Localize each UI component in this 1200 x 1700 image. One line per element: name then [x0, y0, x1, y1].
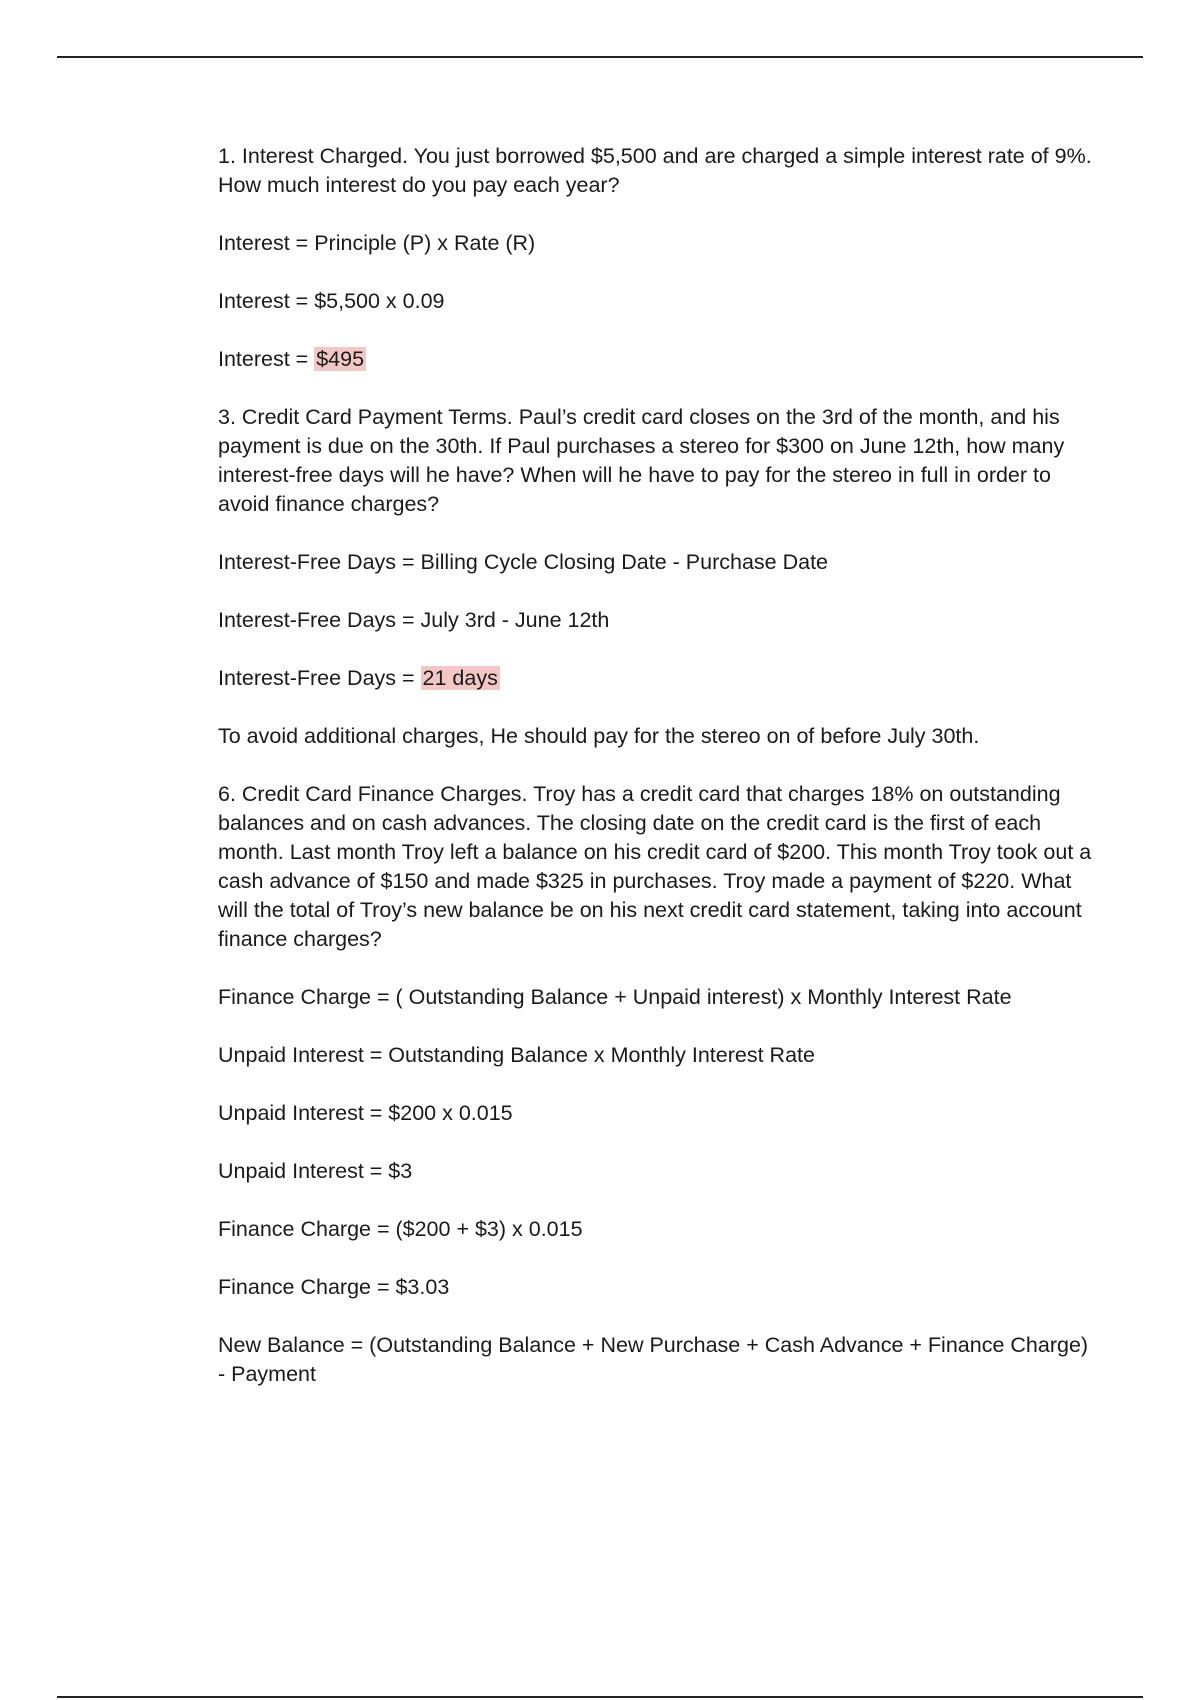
q6-finance-result: Finance Charge = $3.03: [218, 1275, 450, 1299]
q1-answer: [218, 345, 1098, 374]
q1-answer-prefix: Interest =: [218, 347, 315, 371]
q1-question: 1. Interest Charged. You just borrowed $5,500 and are charged a simple interest rate of 9%. How much interest do you pay each year?: [218, 144, 1092, 197]
q3-question: 3. Credit Card Payment Terms. Paul’s credit card closes on the 3rd of the month, and his payment is due on the 30th. If Paul purchases a stereo for $300 on June 12th, how many interest-free days will he have? When will he have to pay for the stereo in full in order to avoid finance charges?: [218, 405, 1065, 516]
q3-conclusion: To avoid additional charges, He should pay for the stereo on of before July 30th.: [218, 724, 980, 748]
q6-unpaid-substitution: Unpaid Interest = $200 x 0.015: [218, 1101, 513, 1125]
q6-new-balance-formula: New Balance = (Outstanding Balance + New Purchase + Cash Advance + Finance Charge) - Payment: [218, 1333, 1089, 1386]
q1-substitution: Interest = $5,500 x 0.09: [218, 289, 445, 313]
q3-answer: [218, 664, 1098, 693]
q6-finance-formula: Finance Charge = ( Outstanding Balance + Unpaid interest) x Monthly Interest Rate: [218, 985, 1012, 1009]
document-body: [218, 142, 1098, 1418]
q6-unpaid-result: Unpaid Interest = $3: [218, 1159, 413, 1183]
top-divider: [57, 56, 1143, 58]
q3-formula: Interest-Free Days = Billing Cycle Closing Date - Purchase Date: [218, 550, 829, 574]
q3-answer-prefix: Interest-Free Days =: [218, 666, 421, 690]
q1-answer-highlight: $495: [316, 347, 365, 371]
q1-formula: Interest = Principle (P) x Rate (R): [218, 231, 536, 255]
q6-unpaid-formula: Unpaid Interest = Outstanding Balance x Monthly Interest Rate: [218, 1043, 815, 1067]
q6-question: 6. Credit Card Finance Charges. Troy has a credit card that charges 18% on outstanding balances and on cash advances. The closing date on the credit card is the first of each month. Last month Troy left a balance on his credit card of $200. This month Troy took out a cash advance of $150 and made $325 in purchases. Troy made a payment of $220. What will the total of Troy’s new balance be on his next credit card statement, taking into account finance charges?: [218, 782, 1092, 951]
q6-finance-substitution: Finance Charge = ($200 + $3) x 0.015: [218, 1217, 583, 1241]
q3-substitution: Interest-Free Days = July 3rd - June 12th: [218, 608, 610, 632]
q3-answer-highlight: 21 days: [422, 666, 498, 690]
bottom-divider: [57, 1696, 1143, 1698]
